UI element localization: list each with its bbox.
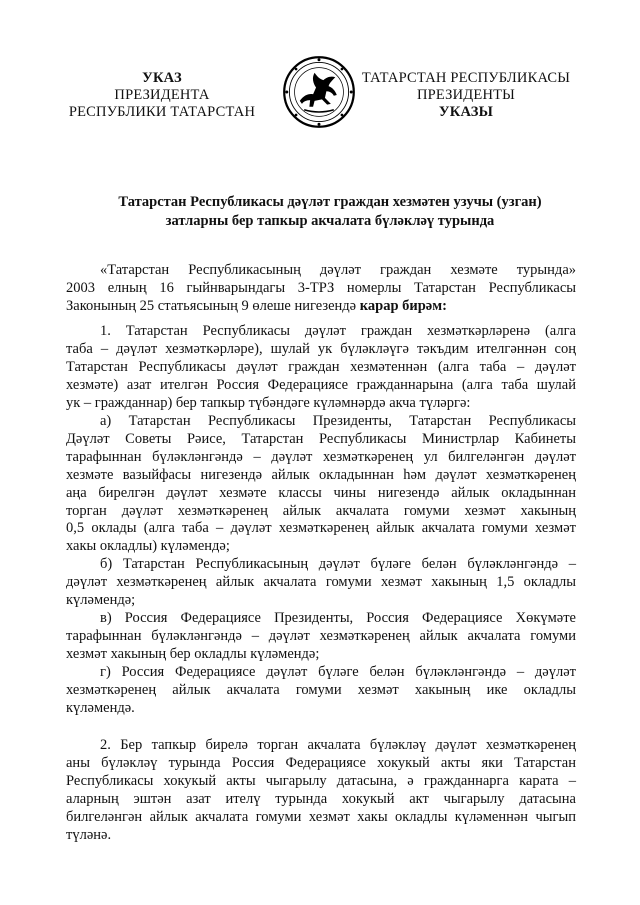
resolution-phrase: карар бирәм:	[359, 297, 447, 314]
item-1v	[66, 610, 576, 664]
item1a-line: хакы окладлы) күләмендә;	[66, 538, 230, 555]
item1a-line: Дәүләт Советы Рәисе, Татарстан Республикасы Министрлар Кабинеты	[66, 430, 576, 447]
item1-line: 1. Татарстан Республикасы дәүләт граждан хезмәткәрләренә (алга	[100, 323, 576, 339]
item-2	[66, 737, 576, 844]
header-left-line: ПРЕЗИДЕНТА	[114, 87, 210, 103]
preamble-line	[66, 298, 576, 316]
header-right-line: УКАЗЫ	[438, 104, 494, 120]
item1a-line: а) Татарстан Республикасы Президенты, Татарстан Республикасы	[100, 413, 576, 429]
item1b-line: б) Татарстан Республикасының дәүләт бүләге белән бүләкләнгәндә –	[100, 556, 576, 572]
item2-line: билгеләнгән айлык акчалата гомуми хезмәт хакы окладлы күләменнән чыгып	[66, 808, 576, 825]
item1v-line: в) Россия Федерациясе Президенты, Россия Федерациясе Хөкүмәте	[100, 610, 576, 626]
header-right-line: ПРЕЗИДЕНТЫ	[416, 87, 516, 103]
item2-line: Республикасы хокукый акты чыгарылу датасына, ә гражданнарга карата –	[66, 772, 576, 789]
item1a-line: аңа бирелгән дәүләт хезмәте классы чины нигезендә айлык окладыннан	[66, 484, 576, 501]
item1a-line: 0,5 оклады (алга таба – дәүләт хезмәткәренең айлык акчалата гомуми хезмәт	[66, 520, 576, 537]
item2-line: түләнә.	[66, 826, 112, 843]
item1-line: таба – дәүләт хезмәткәрләре), шулай ук бүләкләүгә тәкъдим ителгәннән соң	[66, 340, 576, 357]
title-line: Татарстан Республикасы дәүләт граждан хезмәтен узучы (узган)	[118, 194, 542, 210]
header-left-line: РЕСПУБЛИКИ ТАТАРСТАН	[68, 104, 256, 120]
item1a-line: хезмәте вазыйфасы нигезендә айлык окладыннан һәм дәүләт хезмәткәренең	[66, 466, 576, 483]
preamble	[66, 262, 576, 316]
document-title	[80, 193, 580, 231]
item1g-line: хезмәткәренең айлык акчалата гомуми хезмәт хакының ике окладлы	[66, 681, 576, 698]
preamble-line: «Татарстан Республикасының дәүләт граждан хезмәте турында»	[100, 262, 576, 278]
item-1b	[66, 556, 576, 610]
item2-line: аны бүләкләү турында Россия Федерациясе хокукый акты яки Татарстан	[66, 754, 576, 771]
item2-line: 2. Бер тапкыр бирелә торган акчалата бүләкләү дәүләт хезмәткәренең	[100, 737, 576, 753]
item1g-line: г) Россия Федерациясе дәүләт бүләге белән бүләкләнгәндә – дәүләт	[100, 664, 576, 680]
title-line: затларны бер тапкыр акчалата бүләкләү турында	[165, 213, 495, 229]
item-1g	[66, 664, 576, 718]
preamble-line: 2003 елның 16 гыйнварындагы 3-ТРЗ номерлы Татарстан Республикасы	[66, 279, 576, 296]
header-left-russian	[62, 70, 262, 121]
item1-line: ук – гражданнар) бер тапкыр түбәндәге күләмнәрдә акча түләргә:	[66, 394, 471, 411]
item-1a	[66, 413, 576, 556]
header-right-tatar	[352, 70, 580, 121]
item1b-line: күләмендә;	[66, 591, 136, 608]
item1a-line: торган дәүләт хезмәткәренең айлык акчалата гомуми хезмәт хакының	[66, 502, 576, 519]
item1b-line: дәүләт хезмәткәренең айлык акчалата гомуми хезмәт хакының 1,5 окладлы	[66, 573, 576, 590]
preamble-text: Законының 25 статьясының 9 өлеше нигезендә	[66, 297, 357, 314]
item1v-line: тарафыннан бүләкләнгәндә – дәүләт хезмәткәренең айлык акчалата гомуми	[66, 627, 576, 644]
item1-line: Татарстан Республикасы дәүләт граждан хезмәтеннән (алга таба – дәүләт	[66, 358, 576, 375]
item2-line: аларның эштән азат ителү турында хокукый акт чыгарылу датасына	[66, 790, 576, 807]
header-right-line: ТАТАРСТАН РЕСПУБЛИКАСЫ	[361, 70, 571, 86]
header-left-line: УКАЗ	[142, 70, 182, 86]
item1a-line: тарафыннан бүләкләнгәндә – дәүләт хезмәткәренең ул билгеләнгән дәүләт	[66, 448, 576, 465]
item-1	[66, 323, 576, 413]
item1-line: хезмәте) азат ителгән Россия Федерациясе гражданнарына (алга таба шулай	[66, 376, 576, 393]
item1v-line: хезмәт хакының бер окладлы күләмендә;	[66, 645, 320, 662]
item1g-line: күләмендә.	[66, 699, 135, 716]
tatarstan-coat-of-arms-icon	[282, 55, 356, 129]
